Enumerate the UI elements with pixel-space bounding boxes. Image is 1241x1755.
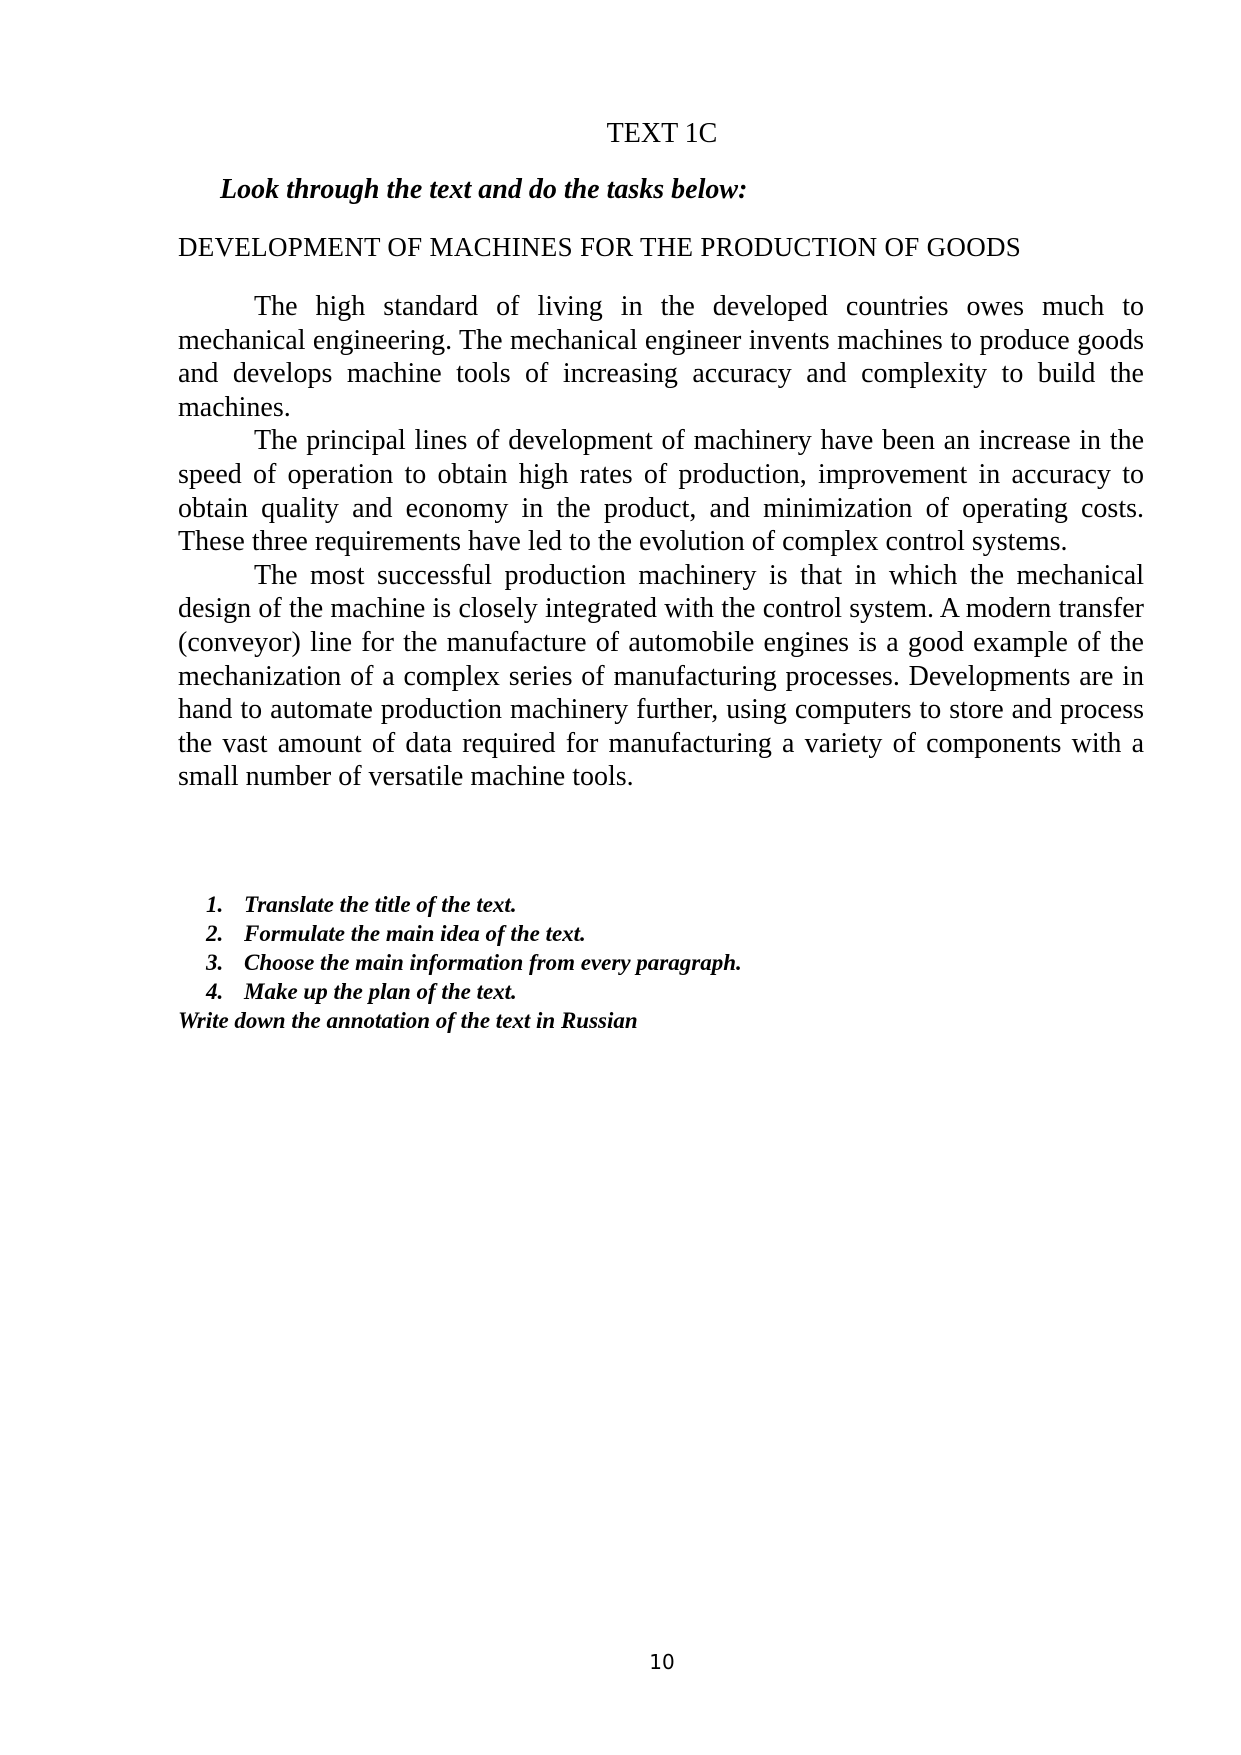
task-item [178,890,1144,919]
task-list-section [178,890,1144,1035]
task-item [178,977,1144,1006]
text-label: TEXT 1C [606,118,718,149]
paragraph-1: The high standard of living in the developed countries owes much to mechanical engineering. The mechanical engineer invents machines to produce goods and develops machine tools of increasing accuracy and complexity to build the machines. [178,291,1144,423]
article-body [178,290,1144,794]
task-text: Formulate the main idea of the text. [244,921,586,946]
task-item [178,948,1144,977]
article-title: DEVELOPMENT OF MACHINES FOR THE PRODUCTION OF GOODS [178,232,1022,262]
task-text: Translate the title of the text. [244,892,517,917]
paragraph-2: The principal lines of development of machinery have been an increase in the speed of operation to obtain high rates of production, improvement in accuracy to obtain quality and economy in the product, and minimization of operating costs. These three requirements have led to the evolution of complex control systems. [178,425,1144,558]
final-task: Write down the annotation of the text in Russian [178,1008,638,1033]
task-number: 3. [206,950,224,975]
task-list [178,890,1144,1006]
task-number: 4. [206,979,224,1004]
task-number: 1. [206,892,224,917]
task-item [178,919,1144,948]
task-text: Choose the main information from every paragraph. [244,950,742,975]
task-number: 2. [206,921,224,946]
task-text: Make up the plan of the text. [244,979,517,1004]
page-number: 10 [649,1650,675,1674]
instruction-heading: Look through the text and do the tasks below: [220,174,748,205]
paragraph-3: The most successful production machinery is that in which the mechanical design of the machine is closely integrated with the control system. A modern transfer (conveyor) line for the manufacture of automobile engines is a good example of the mechanization of a complex series of manufacturing processes. Developments are in hand to automate production machinery further, using computers to store and process the vast amount of data required for manufacturing a variety of components with a small number of versatile machine tools. [178,559,1144,793]
